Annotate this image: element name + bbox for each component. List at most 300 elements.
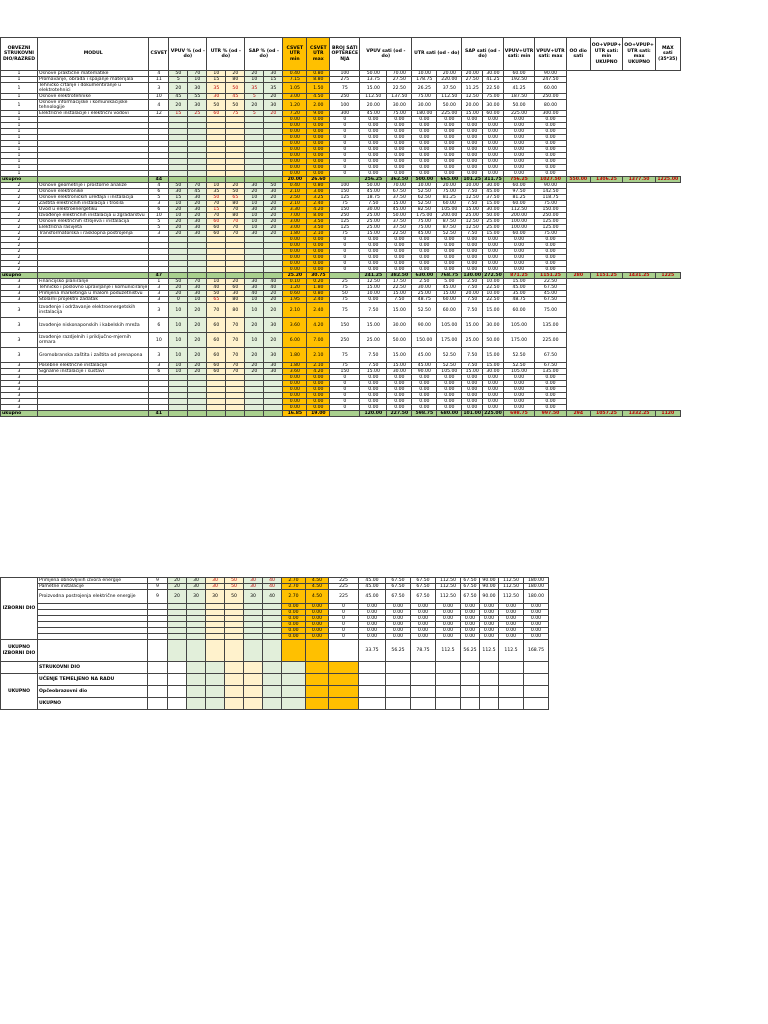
value-cell: 30 [206,590,225,604]
value-cell: 0.00 [360,147,387,153]
value-cell: 7.50 [360,348,387,363]
value-cell: 17.50 [387,279,412,285]
value-cell: 40 [263,590,282,604]
value-cell: 0.00 [437,159,462,165]
blank-cell [244,686,263,698]
value-cell: 60 [207,225,226,231]
value-cell: 175.00 [437,333,462,348]
value-cell: 70 [226,207,245,213]
value-cell: 0.00 [307,147,330,153]
module-name: Financijsko planiranje [38,279,149,285]
value-cell: 0 [329,622,359,628]
blank-cell [329,640,359,662]
module-name: Električne instalacije i električni vodovi [38,111,149,117]
value-cell: 0.00 [499,634,524,640]
value-cell: 0.00 [387,147,412,153]
value-cell: 40 [264,279,283,285]
value-cell: 5 [149,225,169,231]
value-cell: 50 [225,578,244,584]
blank-cell [329,674,359,686]
value-cell: 0.00 [359,622,386,628]
value-cell: 0.00 [360,387,387,393]
curriculum-table [0,37,681,417]
value-cell: 3.50 [307,225,330,231]
value-cell: 20 [264,207,283,213]
value-cell: 20 [264,219,283,225]
subtotal-cell: 44 [149,177,169,183]
value-cell: 300 [330,111,360,117]
value-cell: 0.00 [412,255,437,261]
header-max-sati: MAX sati (35*35) [655,38,680,71]
value-cell: 52.50 [437,348,462,363]
value-cell: 60.00 [503,231,534,237]
subtotal-cell: 280 [566,273,590,279]
value-cell: 75.00 [412,94,437,100]
subtotal-cell: 256.25 [360,177,387,183]
value-cell: 0.00 [307,153,330,159]
module-row [1,333,681,348]
module-name: Signalne instalacije i sustavi [38,369,149,375]
razred-cell: 3 [1,369,38,375]
value-cell: 0.40 [283,71,307,77]
value-cell: 0.00 [462,237,483,243]
value-cell: 50 [330,291,360,297]
value-cell: 6 [149,318,169,333]
value-cell: 0.00 [462,249,483,255]
value-cell: 0 [330,255,360,261]
empty-cell [655,83,680,94]
value-cell: 0 [330,381,360,387]
total-cell: 33.75 [359,640,386,662]
value-cell: 0.00 [387,393,412,399]
value-cell: 0.00 [412,165,437,171]
value-cell: 20 [245,363,264,369]
value-cell: 0.00 [307,261,330,267]
value-cell: 30.00 [387,318,412,333]
value-cell: 4.20 [307,369,330,375]
value-cell: 30 [245,279,264,285]
value-cell: 0.10 [283,279,307,285]
value-cell: 100 [330,100,360,111]
value-cell: 22.50 [387,285,412,291]
value-cell: 12.50 [462,225,483,231]
value-cell: 20 [264,225,283,231]
empty-cell [623,318,656,333]
value-cell: 0.00 [360,249,387,255]
value-cell: 0 [330,129,360,135]
value-cell: 0.00 [283,165,307,171]
value-cell: 0.00 [437,393,462,399]
value-cell: 225 [329,578,359,584]
value-cell: 112.50 [499,590,524,604]
razred-cell: 1 [1,123,38,129]
blank-cell [386,698,411,710]
value-cell: 10 [149,94,169,100]
value-cell: 0.00 [412,141,437,147]
value-cell: 0.00 [307,393,330,399]
value-cell: 0.00 [387,375,412,381]
value-cell: 0.00 [483,381,504,387]
value-cell: 41.25 [483,77,504,83]
subtotal-cell: 225.00 [484,411,502,416]
value-cell: 0.00 [307,117,330,123]
value-cell: 7.50 [462,285,483,291]
value-cell: 0.20 [307,279,330,285]
subtotal-cell: 1027.50 [535,177,566,183]
value-cell: 0 [329,634,359,640]
subtotal-cell: 1306.25 [590,177,623,183]
value-cell: 75.00 [535,231,566,237]
value-cell: 0.00 [387,399,412,405]
module-name: Stolarni projektni zadatak [38,297,149,303]
value-cell: 50 [207,195,226,201]
razred-cell: 3 [1,285,38,291]
value-cell: 0.00 [499,628,524,634]
value-cell: 0.00 [535,123,566,129]
value-cell: 90.00 [412,369,437,375]
module-name: Primjena marketinga u malom poduzetništvu [38,291,149,297]
value-cell: 70 [226,363,245,369]
value-cell: 112.50 [436,590,461,604]
value-cell: 75 [330,201,360,207]
value-cell: 0 [330,399,360,405]
module-name: Uvod u elektroenergetiku [38,207,149,213]
empty-cell [655,318,680,333]
value-cell: 0.00 [503,255,534,261]
value-cell: 6 [149,189,169,195]
value-cell: 0.00 [483,141,504,147]
value-cell: 0.00 [360,117,387,123]
value-cell: 100 [330,183,360,189]
value-cell: 7.50 [462,231,483,237]
value-cell: 0.00 [386,616,411,622]
value-cell: 0.00 [386,610,411,616]
izborni-dio-label: IZBORNI DIO [1,578,38,640]
value-cell: 0.00 [307,267,330,273]
value-cell: 0.00 [283,267,307,273]
razred-cell: 2 [1,207,38,213]
module-name: Transformatorska i rasklopna postrojenja [38,231,149,237]
blank-cell [38,640,148,662]
value-cell: 0.00 [411,628,436,634]
value-cell: 25 [330,279,360,285]
value-cell: 112.50 [360,94,387,100]
value-cell: 0.00 [283,393,307,399]
value-cell: 0.00 [503,237,534,243]
summary-label: STRUKOVNI DIO [38,662,148,674]
blank-cell [225,698,244,710]
blank-cell [306,674,329,686]
value-cell: 0.00 [462,159,483,165]
value-cell: 30.00 [483,71,504,77]
empty-cell [623,100,656,111]
value-cell: 0 [330,117,360,123]
value-cell: 3.60 [283,369,307,375]
value-cell: 10 [169,369,188,375]
value-cell: 20 [245,71,264,77]
value-cell: 142.50 [535,189,566,195]
value-cell: 0.00 [283,123,307,129]
value-cell: 0.00 [535,159,566,165]
empty-cell [590,348,623,363]
value-cell: 125 [330,219,360,225]
header-vpuv-utr-min: VPUV+UTR sati: min [503,38,534,71]
razred-cell: 2 [1,237,38,243]
value-cell: 5.00 [437,279,462,285]
value-cell: 90.00 [535,183,566,189]
value-cell: 0.00 [307,381,330,387]
blank-cell [282,640,306,662]
value-cell: 0.00 [436,610,461,616]
value-cell: 10 [169,213,188,219]
razred-cell: 2 [1,261,38,267]
total-cell: 112.5 [436,640,461,662]
value-cell: 15.00 [462,111,483,117]
value-cell: 0.00 [480,622,499,628]
value-cell: 0.00 [437,141,462,147]
value-cell: 65 [207,297,226,303]
module-name: Osnove praktične matematike [38,71,149,77]
value-cell: 67.50 [386,578,411,584]
value-cell: 0.00 [283,243,307,249]
value-cell: 200.00 [437,213,462,219]
value-cell: 0.00 [306,628,329,634]
empty-cell [623,83,656,94]
value-cell: 7.50 [462,189,483,195]
value-cell: 20 [168,584,187,590]
value-cell: 0.00 [283,171,307,177]
value-cell: 0.00 [386,604,411,610]
value-cell: 0.40 [283,183,307,189]
value-cell: 75 [330,348,360,363]
value-cell: 0.00 [483,249,504,255]
subtotal-cell: ukupno [1,177,38,183]
value-cell: 0.00 [360,153,387,159]
header-utr-pct: UTR % (od - do) [207,38,245,71]
value-cell: 45.00 [535,291,566,297]
value-cell: 0.00 [360,141,387,147]
value-cell: 135.00 [535,369,566,375]
value-cell: 3.00 [307,189,330,195]
value-cell: 37.50 [483,195,504,201]
blank-cell [359,674,386,686]
value-cell: 18.75 [360,195,387,201]
value-cell: 7.50 [360,201,387,207]
value-cell: 35 [207,83,226,94]
value-cell: 0.00 [524,610,549,616]
value-cell: 0.00 [387,405,412,411]
value-cell: 1.80 [283,348,307,363]
value-cell: 0.00 [359,610,386,616]
value-cell: 45.00 [387,207,412,213]
blank-cell [148,686,168,698]
value-cell: 0.00 [535,261,566,267]
subtotal-cell: 311.75 [484,177,502,182]
value-cell: 0.00 [387,255,412,261]
value-cell: 6 [149,369,169,375]
value-cell: 175.00 [503,333,534,348]
value-cell: 0.00 [387,165,412,171]
subtotal-cell: 1151.25 [535,273,566,279]
subtotal-cell [207,411,226,417]
value-cell: 15.00 [360,318,387,333]
value-cell: 0.00 [437,267,462,273]
value-cell: 8.80 [307,77,330,83]
value-cell: 20 [264,231,283,237]
header-oo-max: OO+VPUP+ UTR sati: max UKUPNO [623,38,656,71]
module-name: Osnove elektroničkih uređaja i instalacija [38,195,149,201]
value-cell: 60.00 [503,201,534,207]
value-cell: 13.75 [360,77,387,83]
value-cell: 10 [245,219,264,225]
blank-cell [524,698,549,710]
razred-cell: 3 [1,303,38,318]
value-cell: 7.50 [360,303,387,318]
value-cell: 30 [188,195,207,201]
value-cell: 0.00 [462,123,483,129]
value-cell: 60 [207,111,226,117]
value-cell: 0.00 [535,387,566,393]
value-cell: 0.00 [360,159,387,165]
razred-cell: 3 [1,279,38,285]
value-cell: 118.75 [535,195,566,201]
value-cell: 70 [226,225,245,231]
value-cell: 0.00 [462,399,483,405]
value-cell: 0.00 [412,171,437,177]
value-cell: 20 [188,201,207,207]
blank-cell [329,698,359,710]
value-cell: 25.00 [483,225,504,231]
value-cell: 0.00 [535,243,566,249]
value-cell: 100 [330,71,360,77]
razred-cell: 1 [1,171,38,177]
value-cell: 0.00 [387,141,412,147]
value-cell: 22.50 [483,297,504,303]
value-cell: 4 [149,71,169,77]
subtotal-cell: 1377.50 [623,177,656,183]
value-cell: 50.00 [437,100,462,111]
value-cell: 12.50 [462,195,483,201]
value-cell: 22.50 [483,83,504,94]
blank-cell [411,662,436,674]
value-cell: 37.50 [387,225,412,231]
razred-cell: 2 [1,201,38,207]
value-cell: 300.00 [535,111,566,117]
value-cell: 0.00 [360,261,387,267]
value-cell: 178.75 [412,77,437,83]
value-cell: 52.50 [503,348,534,363]
value-cell: 250.00 [535,94,566,100]
value-cell: 2.40 [307,303,330,318]
value-cell: 30.00 [483,183,504,189]
value-cell: 70 [226,333,245,348]
subtotal-cell: 227.50 [387,411,412,417]
value-cell: 15 [207,207,226,213]
value-cell: 70 [226,348,245,363]
value-cell: 15 [169,195,188,201]
value-cell: 75 [330,83,360,94]
value-cell: 105.00 [437,207,462,213]
value-cell: 60 [207,318,226,333]
blank-cell [225,674,244,686]
blank-cell [524,674,549,686]
blank-cell [168,662,187,674]
value-cell: 0.00 [437,123,462,129]
value-cell: 0.00 [483,123,504,129]
subtotal-cell: 382.50 [387,273,412,279]
value-cell: 0.00 [283,129,307,135]
value-cell: 0.00 [437,153,462,159]
blank-cell [187,698,206,710]
value-cell: 0.00 [387,153,412,159]
value-cell: 112.50 [503,207,534,213]
value-cell: 0.00 [503,375,534,381]
value-cell: 37.50 [387,195,412,201]
header-modul: MODUL [38,38,149,71]
value-cell: 20 [188,363,207,369]
value-cell: 52.50 [437,231,462,237]
value-cell: 225.00 [535,333,566,348]
value-cell: 192.50 [503,77,534,83]
value-cell: 15.00 [387,201,412,207]
value-cell: 0.00 [360,135,387,141]
value-cell: 0.00 [483,261,504,267]
total-cell: 78.75 [411,640,436,662]
blank-cell [461,686,480,698]
value-cell: 3 [149,348,169,363]
value-cell: 0.00 [360,123,387,129]
value-cell: 67.50 [386,584,411,590]
razred-cell: 3 [1,348,38,363]
value-cell: 112.50 [437,94,462,100]
razred-cell: 2 [1,219,38,225]
value-cell: 45.00 [412,231,437,237]
value-cell: 0.00 [437,147,462,153]
value-cell: 25.00 [360,219,387,225]
value-cell: 15.00 [387,291,412,297]
value-cell: 30.00 [483,207,504,213]
value-cell: 97.50 [503,189,534,195]
value-cell: 75 [330,285,360,291]
blank-cell [480,674,499,686]
elective-row [1,578,549,584]
module-name: Zaštita električnih instalacija i trošila [38,201,149,207]
value-cell: 10.00 [483,291,504,297]
value-cell: 2.10 [283,201,307,207]
value-cell: 70.00 [387,71,412,77]
value-cell: 125.00 [535,219,566,225]
value-cell: 0.00 [437,165,462,171]
value-cell: 0.00 [535,135,566,141]
value-cell: 10 [245,225,264,231]
value-cell: 5 [169,77,188,83]
value-cell: 87.50 [437,219,462,225]
value-cell: 150 [330,318,360,333]
blank-cell [168,674,187,686]
value-cell: 4 [149,183,169,189]
blank-cell [499,674,524,686]
blank-cell [461,698,480,710]
value-cell: 75 [330,231,360,237]
value-cell: 20 [264,201,283,207]
value-cell: 30.00 [412,100,437,111]
razred-cell: 2 [1,255,38,261]
value-cell: 0.00 [503,261,534,267]
blank-cell [386,686,411,698]
value-cell: 0.00 [412,399,437,405]
value-cell: 60 [207,369,226,375]
value-cell: 250 [330,333,360,348]
